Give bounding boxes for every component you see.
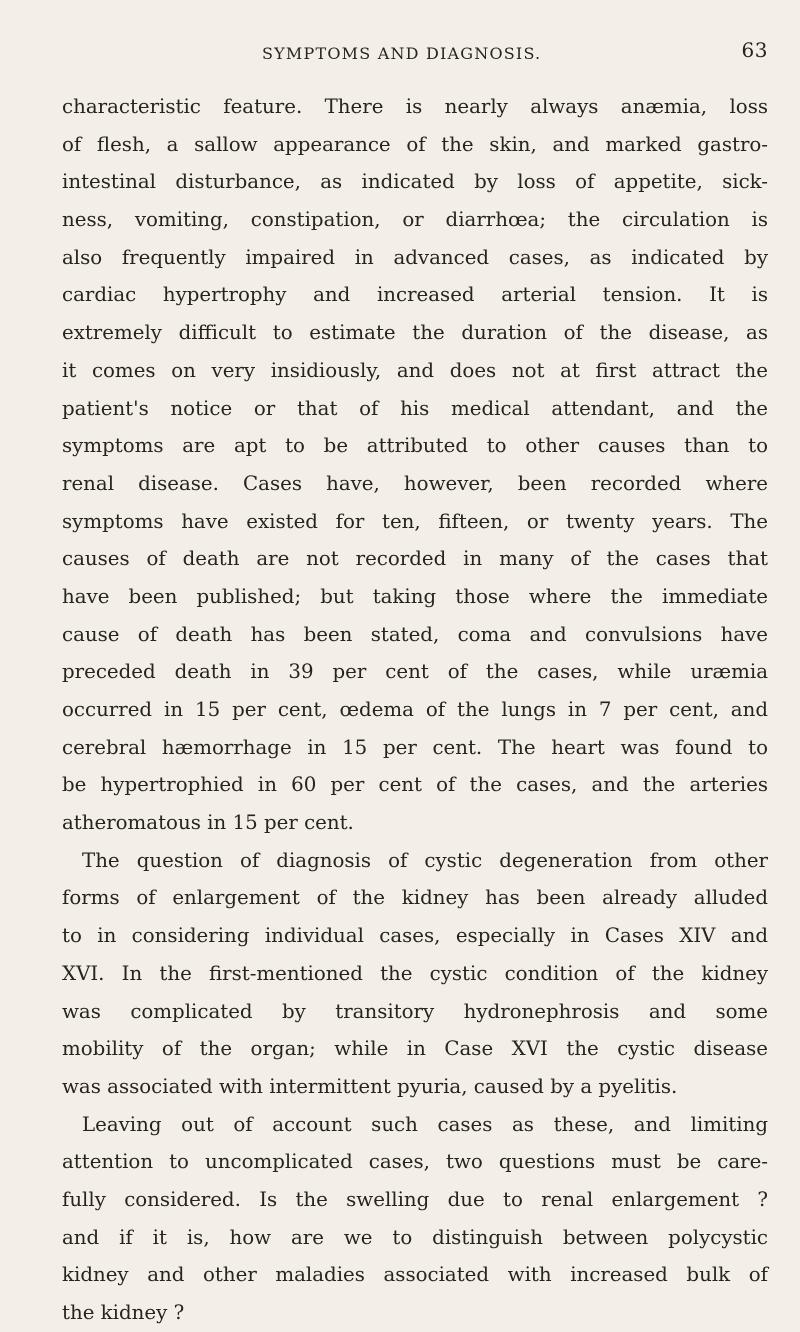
text-line: of flesh, a sallow appearance of the skin, and marked gastro- [62, 132, 768, 156]
text-line: symptoms are apt to be attributed to other causes than to [62, 434, 768, 458]
text-line: fully considered. Is the swelling due to renal enlargement ? [62, 1187, 768, 1211]
text-line: causes of death are not recorded in many of the cases that [62, 547, 768, 571]
text-line: kidney and other maladies associated with increased bulk of [62, 1263, 768, 1287]
text-line: also frequently impaired in advanced cases, as indicated by [62, 245, 768, 269]
text-line: it comes on very insidiously, and does not at first attract the [62, 358, 768, 382]
text-line: was associated with intermittent pyuria, caused by a pyelitis. [62, 1074, 678, 1098]
text-line: atheromatous in 15 per cent. [62, 811, 354, 835]
text-line: patient's notice or that of his medical attendant, and the [62, 396, 768, 420]
text-line: to in considering individual cases, especially in Cases XIV and [62, 924, 768, 948]
text-line: mobility of the organ; while in Case XVI the cystic disease [62, 1037, 768, 1061]
page-number: 63 [741, 38, 768, 62]
text-line: characteristic feature. There is nearly always anæmia, loss [62, 95, 768, 118]
text-line: preceded death in 39 per cent of the cases, while uræmia [62, 660, 768, 684]
text-line: XVI. In the first-mentioned the cystic condition of the kidney [62, 961, 768, 985]
text-line: forms of enlargement of the kidney has been already alluded [62, 886, 768, 910]
text-line: attention to uncomplicated cases, two questions must be care- [62, 1150, 768, 1174]
page-header [62, 38, 768, 74]
text-line: cerebral hæmorrhage in 15 per cent. The heart was found to [62, 735, 768, 759]
text-line: ness, vomiting, constipation, or diarrhœa; the circulation is [62, 208, 768, 232]
text-line: be hypertrophied in 60 per cent of the cases, and the arteries [62, 773, 768, 797]
text-line: the kidney ? [62, 1301, 185, 1324]
text-line: extremely difficult to estimate the duration of the disease, as [62, 321, 768, 345]
text-line: cause of death has been stated, coma and convulsions have [62, 622, 768, 646]
text-line: cardiac hypertrophy and increased arterial tension. It is [62, 283, 768, 307]
body-text [62, 88, 768, 1332]
text-line: occurred in 15 per cent, œdema of the lungs in 7 per cent, and [62, 698, 768, 721]
text-line: Leaving out of account such cases as these, and limiting [82, 1112, 768, 1136]
text-line: and if it is, how are we to distinguish between polycystic [62, 1225, 768, 1249]
text-line: renal disease. Cases have, however, been recorded where [62, 471, 768, 495]
text-line: The question of diagnosis of cystic degeneration from other [82, 848, 768, 872]
text-line: symptoms have existed for ten, fifteen, or twenty years. The [62, 509, 768, 533]
text-line: was complicated by transitory hydronephrosis and some [62, 999, 768, 1023]
running-head: SYMPTOMS AND DIAGNOSIS. [262, 44, 542, 63]
text-line: intestinal disturbance, as indicated by loss of appetite, sick- [62, 170, 768, 194]
text-line: have been published; but taking those where the immediate [62, 584, 768, 608]
